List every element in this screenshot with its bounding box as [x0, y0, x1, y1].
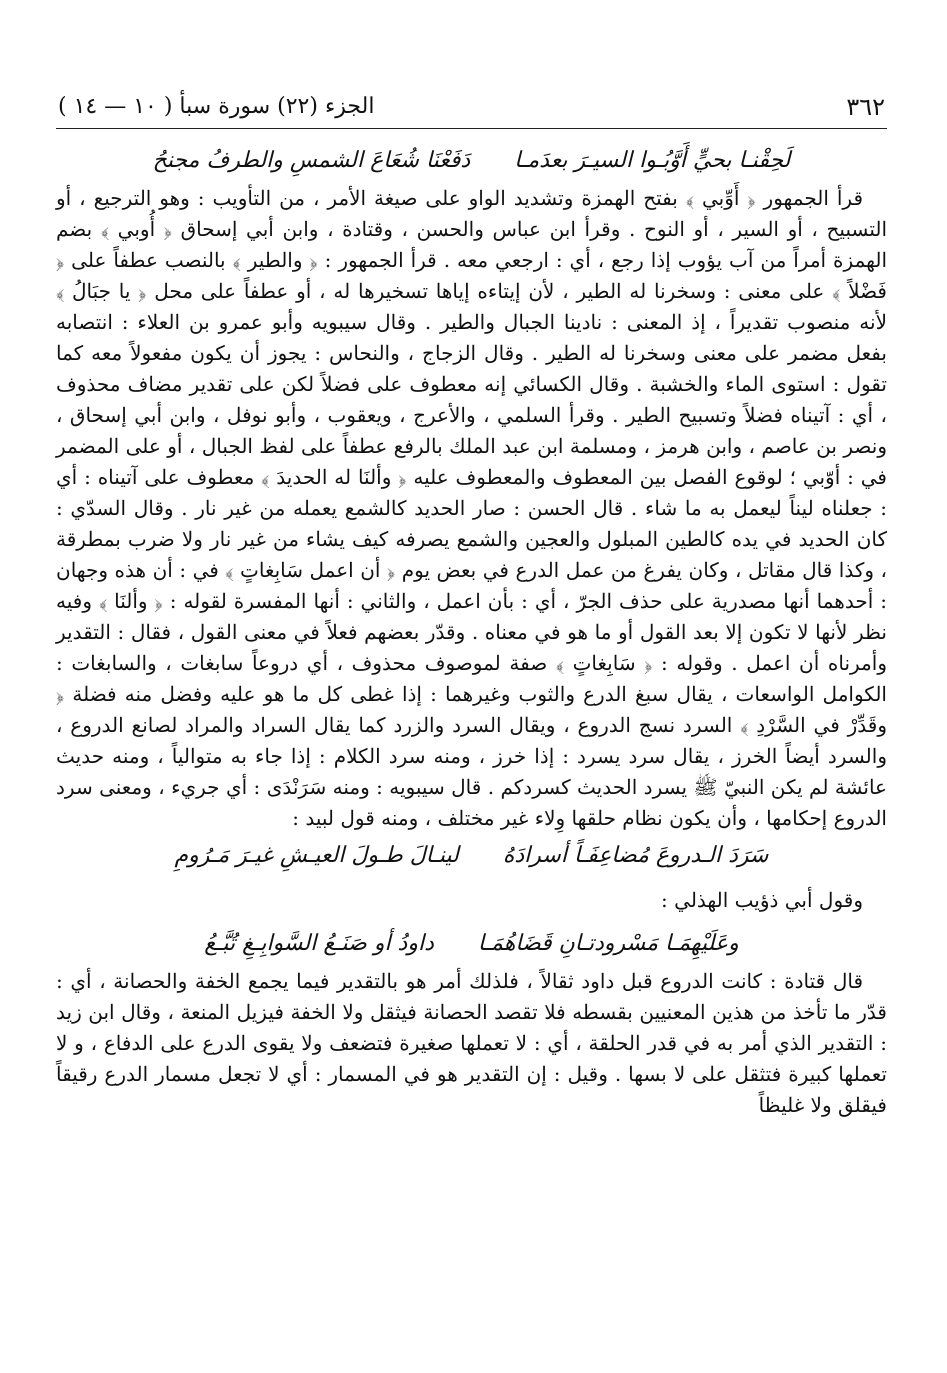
page-header — [56, 92, 887, 128]
verse-1-first-hemistich: لَحِقْنـا بحيٍّ أَوَّبُـوا السيـرَ بعدَمـا — [514, 148, 791, 173]
poetry-verse-1 — [56, 139, 887, 183]
header-divider — [56, 128, 887, 129]
verse-3-first-hemistich: وعَلَيْهِمَـا مَسْرودتـانِ قَضَاهُمَـا — [477, 931, 739, 956]
page-number: ٣٦٢ — [846, 93, 885, 121]
verse-1-second-hemistich: دَفَعْنَا شُعَاعَ الشمسِ والطرفُ مجنحُ — [152, 148, 471, 173]
running-title: الجزء (٢٢) سورة سبأ ( ١٠ — ١٤ ) — [58, 94, 375, 119]
verse-2-second-hemistich: لينـالَ طـولَ العيـشِ غيـرَ مَـرُومِ — [174, 843, 459, 868]
poetry-verse-2 — [56, 834, 887, 878]
body-paragraph-1: قرأ الجمهور ﴿ أَوِّبي ﴾ بفتح الهمزة وتشديد الواو على صيغة الأمر ، من التأويب : وهو الترجيع ، أو التسبيح ، أو السير ، أو النوح . وقرأ ابن عباس والحسن ، وقتادة ، وابن أبي إسحاق ﴿ أُوبي ﴾ بضم الهمزة أمراً من آب يؤوب إذا رجع ، أي : ارجعي معه . قرأ الجمهور : ﴿ والطير ﴾ بالنصب عطفاً على ﴿ فَضْلاً ﴾ على معنى : وسخرنا له الطير ، لأن إيتاءه إياها تسخيرها له ، أو عطفاً على محل ﴿ يا جبَالُ ﴾ لأنه منصوب تقديراً ، إذ المعنى : نادينا الجبال والطير . وقال سيبويه وأبو عمرو بن العلاء : انتصابه بفعل مضمر على معنى وسخرنا له الطير . وقال الزجاج ، والنحاس : يجوز أن يكون مفعولاً معه كما تقول : استوى الماء والخشبة . وقال الكسائي إنه معطوف على فضلاً لكن على تقدير مضاف محذوف ، أي : آتيناه فضلاً وتسبيح الطير . وقرأ السلمي ، والأعرج ، ويعقوب ، وأبو نوفل ، وابن أبي إسحاق ، ونصر بن عاصم ، وابن هرمز ، ومسلمة ابن عبد الملك بالرفع عطفاً على لفظ الجبال ، أو على المضمر في : أوّبي ؛ لوقوع الفصل بين المعطوف والمعطوف عليه ﴿ وألنَا له الحديدَ ﴾ معطوف على آتيناه : أي : جعلناه ليناً ليعمل به ما شاء . قال الحسن : صار الحديد كالشمع يعمله من غير نار . وقال السدّي : كان الحديد في يده كالطين المبلول والعجين والشمع يصرفه كيف يشاء من غير نار ولا ضرب بمطرقة ، وكذا قال مقاتل ، وكان يفرغ من عمل الدرع في بعض يوم ﴿ أن اعمل سَابِغاتٍ ﴾ في : أن هذه وجهان : أحدهما أنها مصدرية على حذف الجرّ ، أي : بأن اعمل ، والثاني : أنها المفسرة لقوله : ﴿ وألنَا ﴾ وفيه نظر لأنها لا تكون إلا بعد القول أو ما هو في معناه . وقدّر بعضهم فعلاً في معنى القول ، فقال : التقدير وأمرناه أن اعمل . وقوله : ﴿ سَابِغاتٍ ﴾ صفة لموصوف محذوف ، أي دروعاً سابغات ، والسابغات : الكوامل الواسعات ، يقال سبغ الدرع والثوب وغيرهما : إذا غطى كل ما هو عليه وفضل منه فضلة ﴿ وقَدِّرْ في السَّرْدِ ﴾ السرد نسج الدروع ، ويقال السرد والزرد كما يقال السراد والمراد لصانع الدروع ، والسرد أيضاً الخرز ، يقال سرد يسرد : إذا خرز ، ومنه سرد الكلام : إذا جاء به متوالياً ، ومنه حديث عائشة لم يكن النبيّ ﷺ يسرد الحديث كسردكم . قال سيبويه : ومنه سَرَنْدَى : أي جريء ، ومعنى سرد الدروع إحكامها ، وأن يكون نظام حلقها وِلاء غير مختلف ، ومنه قول لبيد : — [56, 186, 888, 830]
body-paragraph-2: قال قتادة : كانت الدروع قبل داود ثقالاً ، فلذلك أمر هو بالتقدير فيما يجمع الخفة والحصانة ، أي : قدّر ما تأخذ من هذين المعنيين بقسطه فلا تقصد الحصانة فيثقل ولا الخفة فيزيل المنعة ، وقال ابن زيد : التقدير الذي أمر به في قدر الحلقة ، أي : لا تعملها صغيرة فتضعف ولا يقوى الدرع على الدفاع ، و لا تعملها كبيرة فتثقل على لا بسها . وقيل : إن التقدير هو في المسمار : أي لا تجعل مسمار الدرع رقيقاً فيقلق ولا غليظاً — [56, 969, 887, 1117]
verse-3-second-hemistich: داودُ أو صَنَـعُ السَّوابِـغِ تُبَّـعُ — [204, 931, 434, 956]
verse-2-first-hemistich: سَرَدَ الـدروعَ مُضاعِفَـاً أسرادَهُ — [502, 843, 769, 868]
poetry-verse-3 — [56, 922, 887, 966]
verse-3-intro: وقول أبي ذؤيب الهذلي : — [661, 888, 863, 912]
